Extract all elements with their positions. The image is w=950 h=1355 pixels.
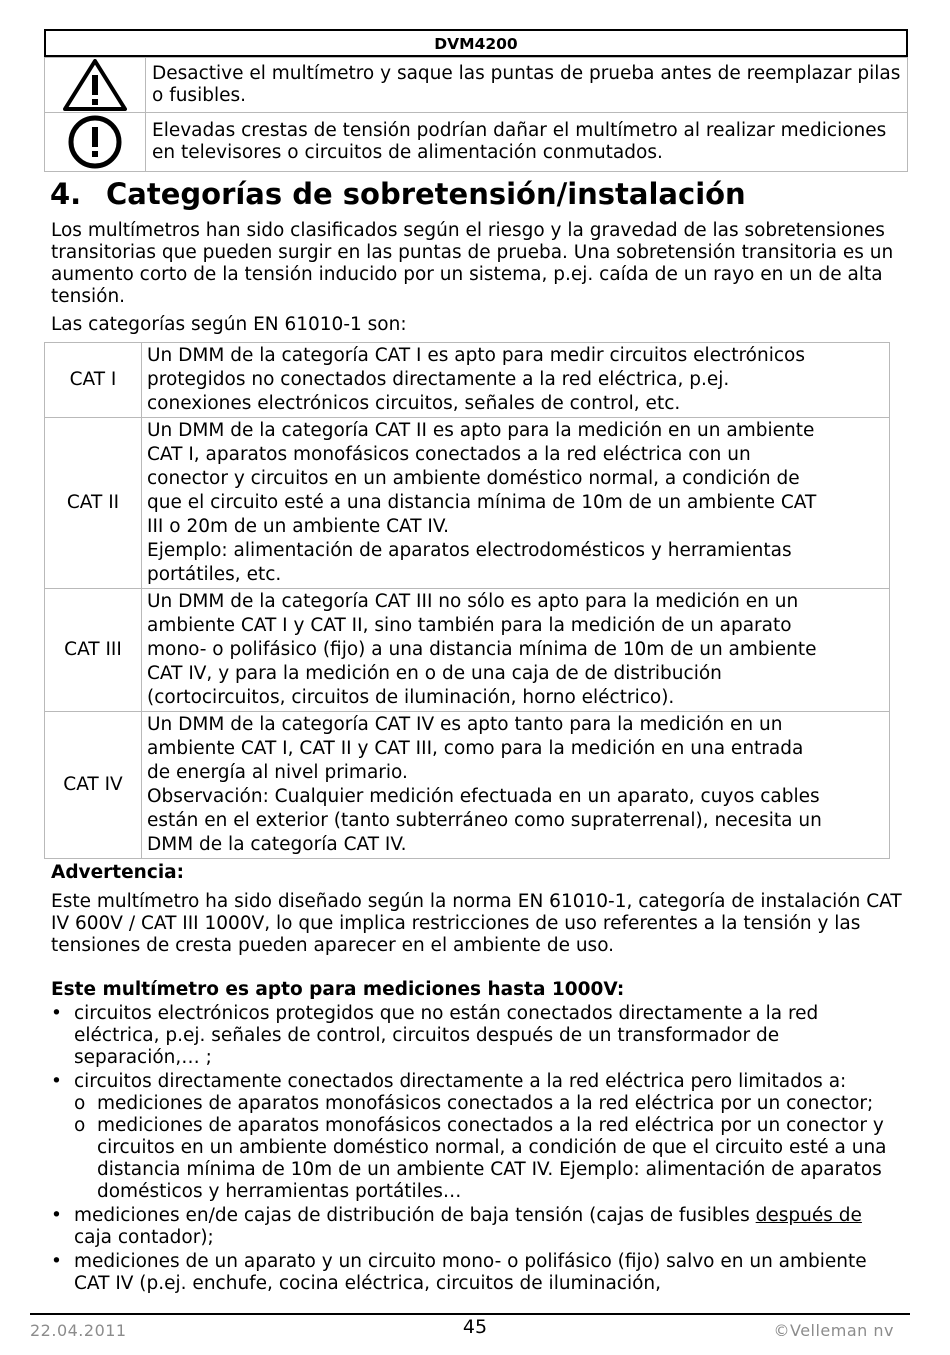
advertencia-text: Este multímetro ha sido diseñado según la norma EN 61010-1, categoría de instalación CAT IV 600V / CAT III 1000V, lo que implica restricciones de uso referentes a la tensión y las tensiones de cresta pueden aparecer en el ambiente de uso. <box>51 891 902 956</box>
category-label: CAT II <box>45 418 142 589</box>
bullet-icon: • <box>51 1003 62 1024</box>
category-label: CAT III <box>45 589 142 712</box>
desc-line: Un DMM de la categoría CAT IV es apto tanto para la medición en un <box>147 714 783 735</box>
list-item <box>51 1205 901 1249</box>
list-item-text: circuitos electrónicos protegidos que no están conectados directamente a la red eléctrica, p.ej. señales de control, circuitos después de un transformador de separación,… ; <box>74 1003 819 1068</box>
apto-title: Este multímetro es apto para mediciones hasta 1000V: <box>51 979 625 1000</box>
warning-text: Elevadas crestas de tensión podrían dañar el multímetro al realizar mediciones en televisores o circuitos de alimentación conmutados. <box>146 113 908 172</box>
category-row <box>45 589 890 712</box>
document-header <box>44 29 908 57</box>
desc-line: ambiente CAT I, CAT II y CAT III, como para la medición en una entrada <box>147 738 804 759</box>
warning-row <box>45 113 908 172</box>
desc-line: mono- o polifásico (fijo) a una distancia mínima de 10m de un ambiente <box>147 639 817 660</box>
desc-line: Ejemplo: alimentación de aparatos electrodomésticos y herramientas <box>147 540 792 561</box>
list-item-text: mediciones en/de cajas de distribución de baja tensión (cajas de fusibles <box>74 1205 756 1226</box>
section-title: Categorías de sobretensión/instalación <box>106 177 746 211</box>
bullet-icon: • <box>51 1205 62 1226</box>
warning-icon-cell <box>45 58 146 113</box>
desc-line: están en el exterior (tanto subterráneo como supraterrenal), necesita un <box>147 810 822 831</box>
list-item-text: circuitos directamente conectados directamente a la red eléctrica pero limitados a: <box>74 1071 847 1092</box>
sub-list-item <box>74 1115 901 1203</box>
section-heading <box>50 176 746 212</box>
circle-bullet-icon: o <box>74 1093 86 1114</box>
list-item <box>51 1003 901 1069</box>
model-name: DVM4200 <box>434 35 518 53</box>
list-item-text: mediciones de un aparato y un circuito mono- o polifásico (fijo) salvo en un ambiente CAT IV (p.ej. enchufe, cocina eléctrica, circuitos de iluminación, <box>74 1251 867 1294</box>
warning-row <box>45 58 908 113</box>
desc-line: conector y circuitos en un ambiente doméstico normal, a condición de <box>147 468 800 489</box>
desc-line: ambiente CAT I y CAT II, sino también para la medición de un aparato <box>147 615 792 636</box>
list-item-text: caja contador); <box>74 1227 214 1248</box>
bullet-icon: • <box>51 1071 62 1092</box>
desc-line: Observación: Cualquier medición efectuada en un aparato, cuyos cables <box>147 786 820 807</box>
safety-warnings-table <box>44 57 908 172</box>
desc-line: conexiones electrónicos circuitos, señales de control, etc. <box>147 393 681 414</box>
list-item <box>51 1071 901 1203</box>
desc-line: III o 20m de un ambiente CAT IV. <box>147 516 450 537</box>
desc-line: Un DMM de la categoría CAT III no sólo es apto para la medición en un <box>147 591 799 612</box>
desc-line: CAT I, aparatos monofásicos conectados a la red eléctrica con un <box>147 444 751 465</box>
footer-divider <box>30 1313 910 1315</box>
sub-list <box>74 1093 901 1203</box>
categories-intro: Las categorías según EN 61010-1 son: <box>51 314 407 335</box>
category-row <box>45 418 890 589</box>
desc-line: Un DMM de la categoría CAT II es apto para la medición en un ambiente <box>147 420 815 441</box>
sub-list-item <box>74 1093 901 1115</box>
category-description <box>142 589 890 712</box>
warning-text: Desactive el multímetro y saque las puntas de prueba antes de reemplazar pilas o fusibles. <box>146 58 908 113</box>
list-item <box>51 1251 901 1295</box>
desc-line: CAT IV, y para la medición en o de una caja de de distribución <box>147 663 722 684</box>
warning-triangle-icon <box>63 59 127 111</box>
desc-line: portátiles, etc. <box>147 564 282 585</box>
desc-line: que el circuito esté a una distancia mínima de 10m de un ambiente CAT <box>147 492 817 513</box>
desc-line: (cortocircuitos, circuitos de iluminación, horno eléctrico). <box>147 687 675 708</box>
categories-table <box>44 342 890 859</box>
section-intro: Los multímetros han sido clasificados según el riesgo y la gravedad de las sobretensiones transitorias que pueden surgir en las puntas de prueba. Una sobretensión transitoria es un aumento corto de la tensión inducido por un sistema, p.ej. caída de un rayo en un de alta tensión. <box>51 220 894 307</box>
category-description <box>142 343 890 418</box>
category-label: CAT I <box>45 343 142 418</box>
category-description <box>142 712 890 859</box>
circle-bullet-icon: o <box>74 1115 86 1136</box>
desc-line: de energía al nivel primario. <box>147 762 408 783</box>
list-item-text: mediciones de aparatos monofásicos conectados a la red eléctrica por un conector y circuitos en un ambiente doméstico normal, a condición de que el circuito esté a una distancia mínima de 10m de un ambiente CAT IV. Ejemplo: alimentación de aparatos domésticos y herramientas portátiles… <box>97 1115 887 1202</box>
desc-line: Un DMM de la categoría CAT I es apto para medir circuitos electrónicos <box>147 345 805 366</box>
category-row <box>45 712 890 859</box>
bullet-icon: • <box>51 1251 62 1272</box>
desc-line: DMM de la categoría CAT IV. <box>147 834 407 855</box>
category-label: CAT IV <box>45 712 142 859</box>
desc-line: protegidos no conectados directamente a la red eléctrica, p.ej. <box>147 369 730 390</box>
page-number: 45 <box>462 1316 488 1338</box>
exclamation-circle-icon <box>67 114 123 170</box>
advertencia-title: Advertencia: <box>51 862 185 883</box>
section-number: 4. <box>50 177 82 211</box>
category-description <box>142 418 890 589</box>
footer-date: 22.04.2011 <box>30 1321 127 1340</box>
category-row <box>45 343 890 418</box>
list-item-text: mediciones de aparatos monofásicos conectados a la red eléctrica por un conector; <box>97 1093 874 1114</box>
footer-copyright: ©Velleman nv <box>773 1321 894 1340</box>
underlined-text: después de <box>755 1205 862 1226</box>
warning-icon-cell <box>45 113 146 172</box>
measurement-list <box>51 1003 901 1297</box>
